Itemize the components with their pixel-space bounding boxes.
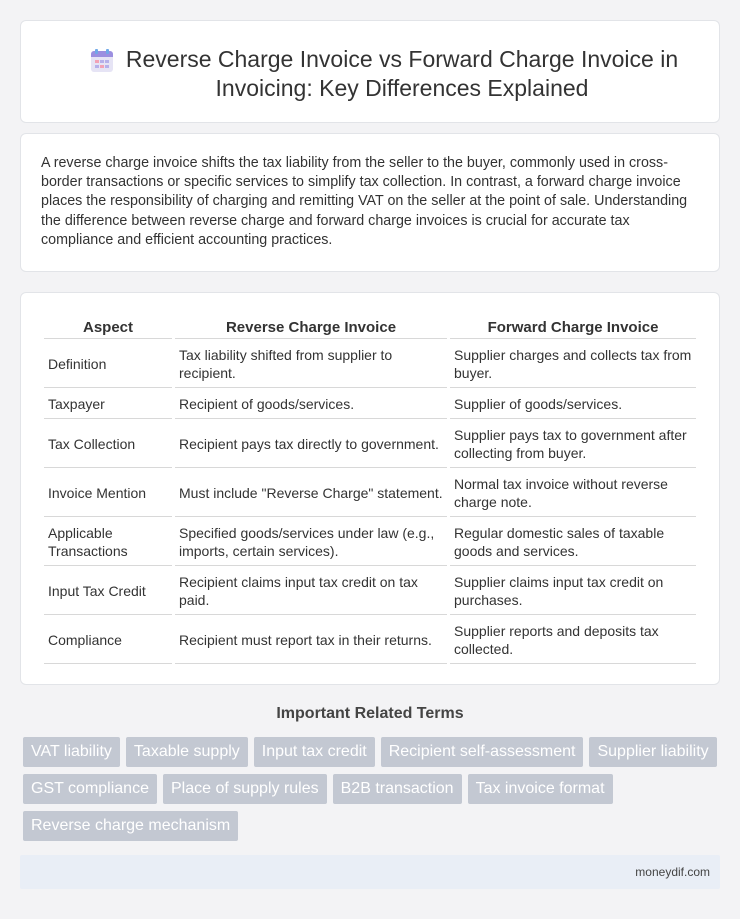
footer-site-name[interactable]: moneydif.com <box>635 865 710 879</box>
table-row <box>44 568 696 615</box>
intro-card <box>20 133 720 272</box>
cell-reverse: Tax liability shifted from supplier to recipient. <box>175 341 447 388</box>
table-row <box>44 390 696 419</box>
term-tag[interactable]: Tax invoice format <box>468 774 613 804</box>
term-tag[interactable]: Place of supply rules <box>163 774 327 804</box>
related-terms-list <box>23 737 723 841</box>
cell-forward: Supplier claims input tax credit on purchases. <box>450 568 696 615</box>
term-tag[interactable]: Taxable supply <box>126 737 248 767</box>
table-header-row <box>44 315 696 339</box>
footer <box>20 855 720 889</box>
cell-aspect: Compliance <box>44 617 172 664</box>
table-row <box>44 341 696 388</box>
cell-forward: Supplier of goods/services. <box>450 390 696 419</box>
term-tag[interactable]: B2B transaction <box>333 774 462 804</box>
cell-aspect: Definition <box>44 341 172 388</box>
term-tag[interactable]: Recipient self-assessment <box>381 737 584 767</box>
term-tag[interactable]: Reverse charge mechanism <box>23 811 238 841</box>
cell-aspect: Applicable Transactions <box>44 519 172 566</box>
table-row <box>44 617 696 664</box>
cell-reverse: Recipient of goods/services. <box>175 390 447 419</box>
cell-reverse: Must include "Reverse Charge" statement. <box>175 470 447 517</box>
header-forward-charge: Forward Charge Invoice <box>450 315 696 339</box>
cell-forward: Supplier reports and deposits tax collected. <box>450 617 696 664</box>
cell-aspect: Invoice Mention <box>44 470 172 517</box>
comparison-card <box>20 292 720 685</box>
header-aspect: Aspect <box>44 315 172 339</box>
cell-aspect: Tax Collection <box>44 421 172 468</box>
term-tag[interactable]: VAT liability <box>23 737 120 767</box>
term-tag[interactable]: GST compliance <box>23 774 157 804</box>
table-row <box>44 421 696 468</box>
cell-reverse: Recipient must report tax in their returns. <box>175 617 447 664</box>
table-row <box>44 470 696 517</box>
cell-forward: Supplier pays tax to government after collecting from buyer. <box>450 421 696 468</box>
page-title: Reverse Charge Invoice vs Forward Charge Invoice in Invoicing: Key Differences Explained <box>125 46 679 101</box>
title-card <box>20 20 720 123</box>
cell-forward: Regular domestic sales of taxable goods and services. <box>450 519 696 566</box>
cell-reverse: Specified goods/services under law (e.g., imports, certain services). <box>175 519 447 566</box>
comparison-table <box>41 313 699 666</box>
cell-forward: Normal tax invoice without reverse charge note. <box>450 470 696 517</box>
cell-reverse: Recipient pays tax directly to government. <box>175 421 447 468</box>
related-terms-heading: Important Related Terms <box>276 705 464 722</box>
cell-reverse: Recipient claims input tax credit on tax paid. <box>175 568 447 615</box>
cell-forward: Supplier charges and collects tax from buyer. <box>450 341 696 388</box>
intro-paragraph: A reverse charge invoice shifts the tax liability from the seller to the buyer, commonly used in cross-border transactions or specific services to simplify tax collection. In contrast, a forward charge invoice places the responsibility of charging and remitting VAT on the seller at the point of sale. Understanding the difference between reverse charge and forward charge invoices is crucial for accurate tax compliance and efficient accounting practices. <box>41 155 688 248</box>
header-reverse-charge: Reverse Charge Invoice <box>175 315 447 339</box>
table-row <box>44 519 696 566</box>
term-tag[interactable]: Supplier liability <box>589 737 716 767</box>
cell-aspect: Input Tax Credit <box>44 568 172 615</box>
cell-aspect: Taxpayer <box>44 390 172 419</box>
term-tag[interactable]: Input tax credit <box>254 737 375 767</box>
